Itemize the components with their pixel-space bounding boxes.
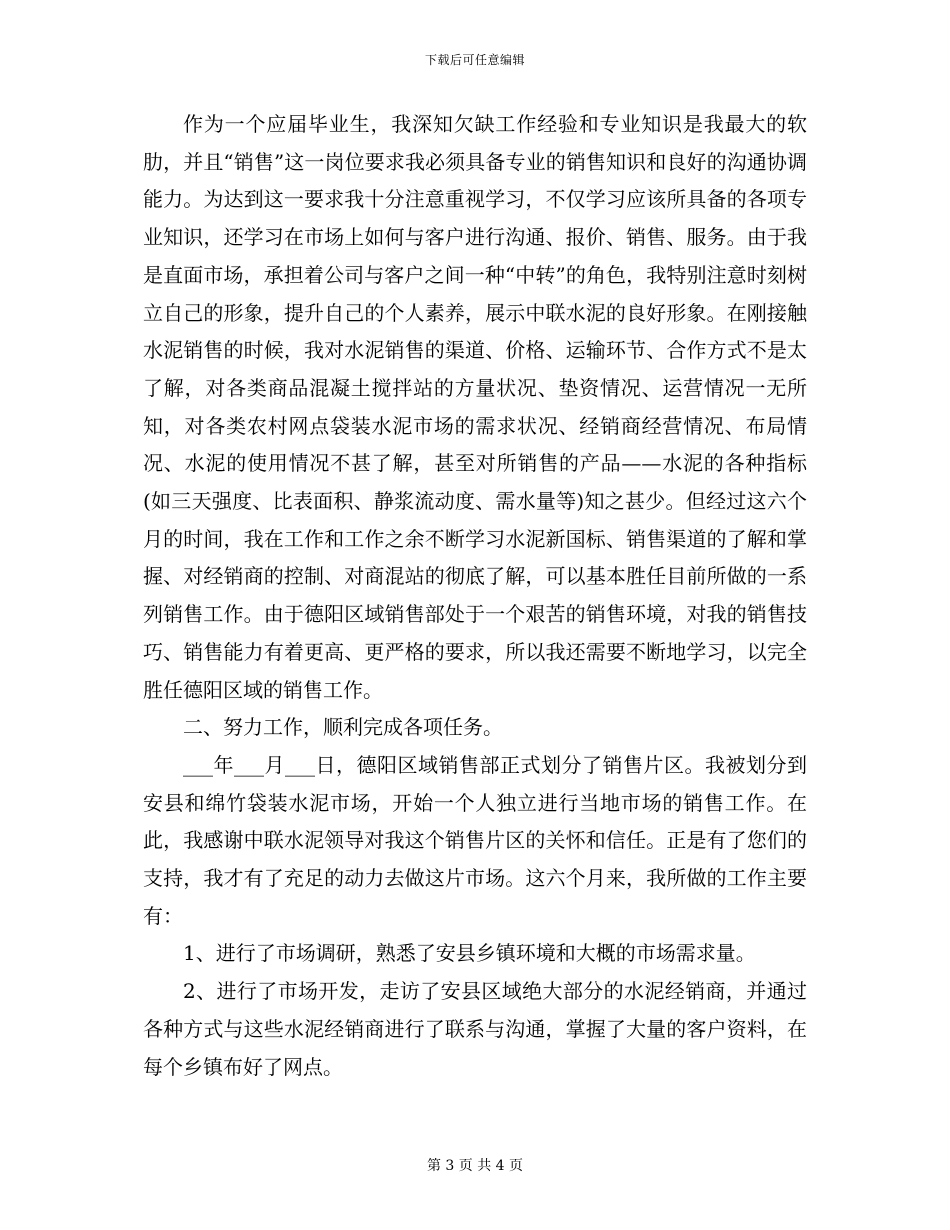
paragraph-5-list-item: 2、进行了市场开发，走访了安县区域绝大部分的水泥经销商，并通过各种方式与这些水泥经销商进行了联系与沟通，掌握了大量的客户资料，在每个乡镇布好了网点。: [143, 979, 807, 1079]
paragraph-4-list-item: 1、进行了市场调研，熟悉了安县乡镇环境和大概的市场需求量。: [183, 941, 756, 966]
document-body: [143, 106, 807, 1086]
paragraph-2-heading: 二、努力工作，顺利完成各项任务。: [183, 715, 503, 740]
page-number-footer: 第 3 页 共 4 页: [426, 1158, 524, 1174]
page-header: 下载后可任意编辑: [424, 53, 525, 67]
paragraph-1: 作为一个应届毕业生，我深知欠缺工作经验和专业知识是我最大的软肋，并且“销售”这一岗位要求我必须具备专业的销售知识和良好的沟通协调能力。为达到这一要求我十分注意重视学习，不仅学习应该所具备的各项专业知识，还学习在市场上如何与客户进行沟通、报价、销售、服务。由于我是直面市场，承担着公司与客户之间一种“中转”的角色，我特别注意时刻树立自己的形象，提升自己的个人素养，展示中联水泥的良好形象。在刚接触水泥销售的时候，我对水泥销售的渠道、价格、运输环节、合作方式不是太了解，对各类商品混凝土搅拌站的方量状况、垫资情况、运营情况一无所知，对各类农村网点袋装水泥市场的需求状况、经销商经营情况、布局情况、水泥的使用情况不甚了解，甚至对所销售的产品——水泥的各种指标(如三天强度、比表面积、静浆流动度、需水量等)知之甚少。但经过这六个月的时间，我在工作和工作之余不断学习水泥新国标、销售渠道的了解和掌握、对经销商的控制、对商混站的彻底了解，可以基本胜任目前所做的一系列销售工作。由于德阳区域销售部处于一个艰苦的销售环境，对我的销售技巧、销售能力有着更高、更严格的要求，所以我还需要不断地学习，以完全胜任德阳区域的销售工作。: [143, 112, 807, 702]
paragraph-3: ___年___月___日，德阳区域销售部正式划分了销售片区。我被划分到安县和绵竹袋装水泥市场，开始一个人独立进行当地市场的销售工作。在此，我感谢中联水泥领导对我这个销售片区的关怀和信任。正是有了您们的支持，我才有了充足的动力去做这片市场。这六个月来，我所做的工作主要有：: [143, 752, 807, 928]
